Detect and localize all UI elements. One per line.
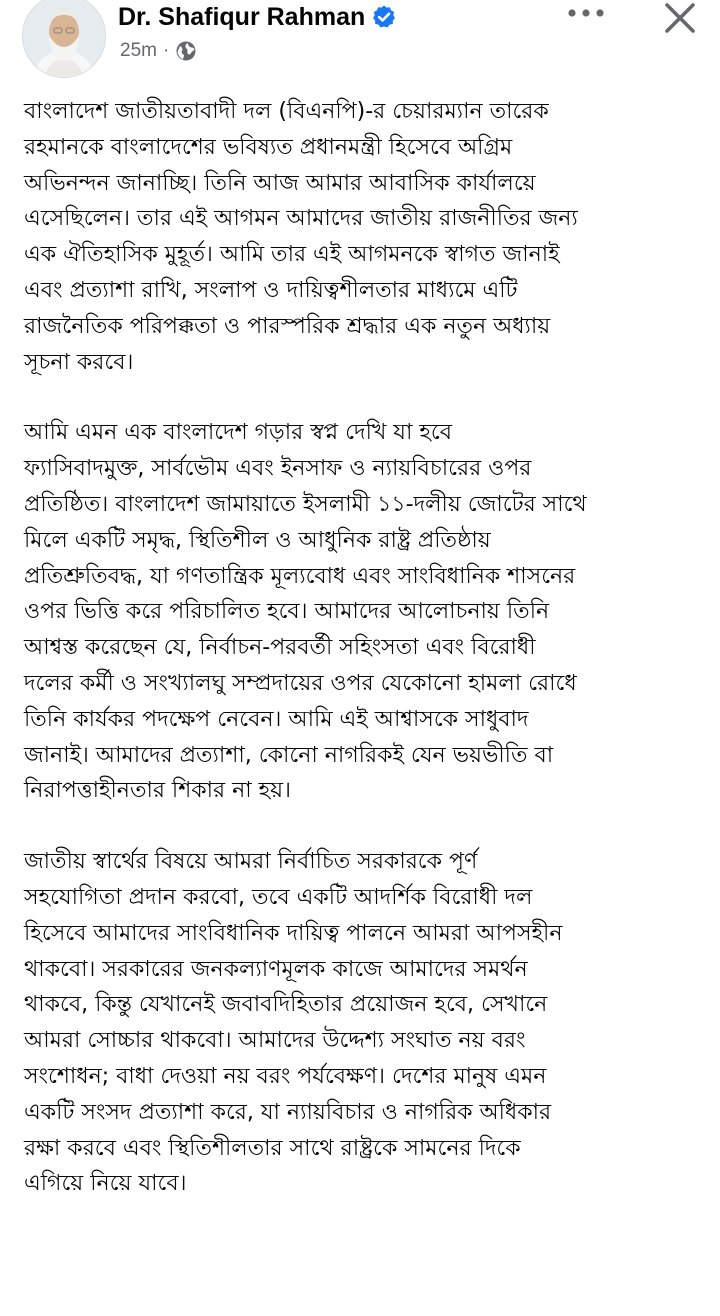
post-body [24,94,704,1237]
more-options-icon [566,8,606,18]
post-header [0,0,720,90]
author-avatar[interactable] [22,0,106,78]
globe-icon[interactable] [175,40,197,62]
post-timestamp[interactable]: 25m [120,40,157,61]
more-options-button[interactable] [560,0,612,26]
meta-separator: · [162,40,170,61]
close-icon [663,1,697,35]
author-row [118,0,397,34]
author-name[interactable]: Dr. Shafiqur Rahman [118,2,366,31]
post-meta [120,38,197,64]
post-paragraph-1: বাংলাদেশ জাতীয়তাবাদী দল (বিএনপি)-র চেয়ারম্যান তারেক রহমানকে বাংলাদেশের ভবিষ্যত প্রধানমন্ত্রী হিসেবে অগ্রিম অভিনন্দন জানাচ্ছি। তিনি আজ আমার আবাসিক কার্যালয়ে এসেছিলেন। তার এই আগমন আমাদের জাতীয় রাজনীতির জন্য এক ঐতিহাসিক মুহূর্ত। আমি তার এই আগমনকে স্বাগত জানাই এবং প্রত্যাশা রাখি, সংলাপ ও দায়িত্বশীলতার মাধ্যমে এটি রাজনৈতিক পরিপক্কতা ও পারস্পরিক শ্রদ্ধার এক নতুন অধ্যায় সূচনা করবে। [24,99,578,375]
verified-badge-icon [371,4,397,30]
post-paragraph-3: জাতীয় স্বার্থের বিষয়ে আমরা নির্বাচিত সরকারকে পূর্ণ সহযোগিতা প্রদান করবো, তবে একটি আদর্শিক বিরোধী দল হিসেবে আমাদের সাংবিধানিক দায়িত্ব পালনে আমরা আপসহীন থাকবো। সরকারের জনকল্যাণমূলক কাজে আমাদের সমর্থন থাকবে, কিন্তু যেখানেই জবাবদিহিতার প্রয়োজন হবে, সেখানে আমরা সোচ্চার থাকবো। আমাদের উদ্দেশ্য সংঘাত নয় বরং সংশোধন; বাধা দেওয়া নয় বরং পর্যবেক্ষণ। দেশের মানুষ এমন একটি সংসদ প্রত্যাশা করে, যা ন্যায়বিচার ও নাগরিক অধিকার রক্ষা করবে এবং স্থিতিশীলতার সাথে রাষ্ট্রকে সামনের দিকে এগিয়ে নিয়ে যাবে। [24,849,563,1197]
avatar-portrait [23,0,105,77]
close-button[interactable] [658,0,702,38]
post-paragraph-2: আমি এমন এক বাংলাদেশ গড়ার স্বপ্ন দেখি যা হবে ফ্যাসিবাদমুক্ত, সার্বভৌম এবং ইনসাফ ও ন্যায়বিচারের ওপর প্রতিষ্ঠিত। বাংলাদেশ জামায়াতে ইসলামী ১১-দলীয় জোটের সাথে মিলে একটি সমৃদ্ধ, স্থিতিশীল ও আধুনিক রাষ্ট্র প্রতিষ্ঠায় প্রতিশ্রুতিবদ্ধ, যা গণতান্ত্রিক মূল্যবোধ এবং সাংবিধানিক শাসনের ওপর ভিত্তি করে পরিচালিত হবে। আমাদের আলোচনায় তিনি আশ্বস্ত করেছেন যে, নির্বাচন-পরবর্তী সহিংসতা এবং বিরোধী দলের কর্মী ও সংখ্যালঘু সম্প্রদায়ের ওপর যেকোনো হামলা রোধে তিনি কার্যকর পদক্ষেপ নেবেন। আমি এই আশ্বাসকে সাধুবাদ জানাই। আমাদের প্রত্যাশা, কোনো নাগরিকই যেন ভয়ভীতি বা নিরাপত্তাহীনতার শিকার না হয়। [24,420,587,804]
